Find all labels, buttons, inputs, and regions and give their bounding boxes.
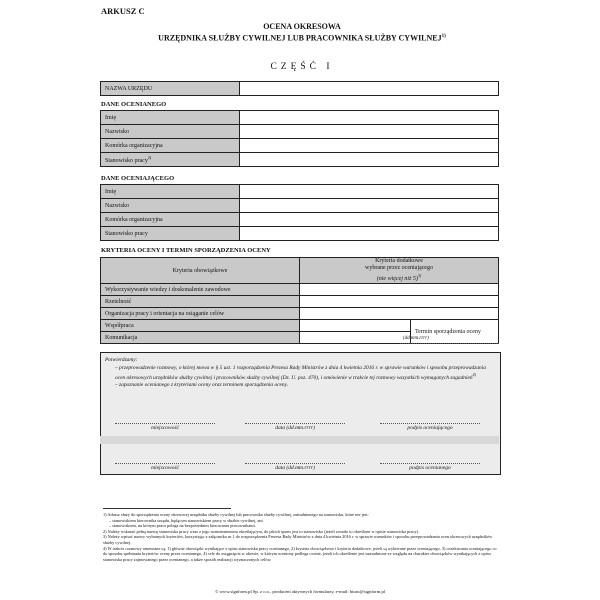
date-line-1[interactable] <box>245 423 345 424</box>
footnote-2: 2) Należy wskazać pełną nazwę stanowiska pracy wraz z jego rozmiernieniem określającym, do jakich spraw jest to stanowisko (jeżeli zostało to określone w opisie stanowiska pracy). <box>103 528 420 534</box>
evaluator-signature-caption: podpis oceniającego <box>407 425 453 431</box>
extra-criterion-field-4[interactable] <box>300 320 411 332</box>
evaluated-unit-label: Komórka organizacyjna <box>101 139 240 153</box>
sheet-label: ARKUSZ C <box>101 6 145 16</box>
evaluator-last-name-label: Nazwisko <box>101 199 240 213</box>
date-caption-2: data (dd.mm.rrrr) <box>275 465 315 471</box>
footnotes <box>103 512 500 562</box>
place-caption-1: miejscowość <box>151 425 179 431</box>
evaluated-last-name-label: Nazwisko <box>101 125 240 139</box>
footnote-rule <box>103 508 231 509</box>
evaluated-signature-caption: podpis ocenianego <box>409 465 451 471</box>
date-caption-1: data (dd.mm.rrrr) <box>275 425 315 431</box>
part-heading: CZĘŚĆ I <box>270 62 334 72</box>
evaluated-table <box>100 110 499 167</box>
evaluator-signature-line[interactable] <box>380 423 480 424</box>
evaluated-unit-field[interactable] <box>240 139 499 153</box>
extra-criteria-header: Kryteria dodatkowe wybrane przez oceniającego (nie więcej niż 5)$^{3)}$ <box>300 258 499 284</box>
evaluator-table <box>100 184 499 241</box>
criterion-row-2: Rzetelność <box>101 296 300 308</box>
position-footnote-ref: 2) <box>147 155 152 160</box>
evaluator-position-label: Stanowisko pracy <box>101 227 240 241</box>
title-footnote-ref: 1) <box>441 34 446 39</box>
evaluated-position-field[interactable] <box>240 153 499 167</box>
criterion-row-1: Wykorzystywanie wiedzy i doskonalenie zawodowe <box>101 284 300 296</box>
title-line-2: URZĘDNIKA SŁUŻBY CYWILNEJ LUB PRACOWNIKA SŁUŻBY CYWILNEJ$^{1)}$ <box>158 33 446 43</box>
term-label: Termin sporządzenia oceny <box>415 328 481 335</box>
mandatory-criteria-header: Kryteria obowiązkowe <box>101 258 300 284</box>
evaluated-first-name-label: Imię <box>101 111 240 125</box>
criterion-row-4: Współpraca <box>101 320 300 332</box>
place-caption-2: miejscowość <box>151 465 179 471</box>
evaluated-last-name-field[interactable] <box>240 125 499 139</box>
evaluated-first-name-field[interactable] <box>240 111 499 125</box>
extra-criterion-field-5[interactable] <box>300 332 411 344</box>
extra-criterion-field-1[interactable] <box>300 284 499 296</box>
place-line-2[interactable] <box>115 463 215 464</box>
confirmation-bullet-2: – zapoznanie ocenianego z kryteriami oceny oraz terminem sporządzenia oceny. <box>115 382 289 389</box>
form-title <box>100 22 504 44</box>
publisher-footer: © www.signform.pl Sp. z o.o., producent aktywnych formularzy, e-mail: biuro@signform.pl <box>214 589 386 594</box>
criteria-table <box>100 257 499 344</box>
confirmation-label: Potwierdzamy: <box>105 357 138 363</box>
office-table <box>100 81 499 96</box>
term-date-field[interactable]: (dd.mm.rrrr) <box>400 334 499 344</box>
title-line-1: OCENA OKRESOWA <box>263 22 341 31</box>
evaluated-signature-line[interactable] <box>380 463 480 464</box>
footnote-1-item-b: – stanowiskiem, na którym praca polega na bezpośrednim kierowaniu pracownikami. <box>109 523 256 529</box>
divider-bar <box>100 436 499 444</box>
evaluator-position-field[interactable] <box>240 227 499 241</box>
criteria-heading: KRYTERIA OCENY I TERMIN SPORZĄDZENIA OCENY <box>101 247 271 254</box>
criterion-row-5: Komunikacja <box>101 332 300 344</box>
extra-criterion-field-3[interactable] <box>300 308 499 320</box>
extra-criterion-field-2[interactable] <box>300 296 499 308</box>
confirmation-box <box>100 352 501 475</box>
evaluator-unit-field[interactable] <box>240 213 499 227</box>
confirmation-bullet-1: – przeprowadzenie rozmowy, o której mowa w § 5 ust. 1 rozporządzenia Prezesa Rady Ministrów z dnia 4 kwietnia 2016 r. w sprawie warunków i sposobu przeprowadzania ocen okresowych urzędników służby cywilnej i pracowników służby cywilnej (Dz. U. poz. 470), i omówienie w trakcie tej rozmowy wszystkich wymaganych zagadnień$^{4)}$ <box>115 364 486 381</box>
criterion-row-3: Organizacja pracy i orientacja na osiąganie celów <box>101 308 300 320</box>
evaluator-last-name-field[interactable] <box>240 199 499 213</box>
evaluator-first-name-field[interactable] <box>240 185 499 199</box>
footnote-1: 1) Arkusz służy do sporządzenia oceny okresowej urzędnika służby cywilnej lub pracownika służby cywilnej, zatrudnionego na stanowisku, które nie jest: <box>103 512 369 517</box>
footnote-4: 4) W trakcie rozmowy omawiane są: 1) główne obowiązki wynikające z opisu stanowiska pracy ocenianego, 2) kryteria obowiązkowe i kryteria dodatkowe, jeżeli są wybierane przez oceniającego, 3) oczekiwania oceniającego co do sposobu spełniania kryteriów oceny przez ocenianego, 4) cele do osiągnięcia w okresie, w którym oceniony podlega ocenie, jeżeli ich określenie jest uzasadnione ze względu na charakter obowiązków wynikających z opisu stanowiska pracy zajmowanego przez ocenianego, a także sposób realizacji wyznaczonych celów. <box>103 545 497 562</box>
evaluator-first-name-label: Imię <box>101 185 240 199</box>
date-line-2[interactable] <box>245 463 345 464</box>
office-name-field[interactable] <box>240 82 499 96</box>
office-name-label: NAZWA URZĘDU <box>101 82 240 96</box>
place-line-1[interactable] <box>115 423 215 424</box>
evaluator-unit-label: Komórka organizacyjna <box>101 213 240 227</box>
evaluated-position-label: Stanowisko pracy$^{2)}$ <box>101 153 240 167</box>
footnote-3: 3) Należy wpisać nazwy wybranych kryteriów, korzystając z załącznika nr 1 do rozporządzenia Prezesa Rady Ministrów z dnia 4 kwietnia 2016 r. w sprawie warunków i sposobu przeprowadzania ocen okresowych urzędników służby cywilnej. <box>103 534 493 545</box>
footnote-1-item-a: – stanowiskiem kierownika urzędu, będącym stanowiskiem pracy w służbie cywilnej, ani <box>109 517 263 523</box>
evaluator-heading: DANE OCENIAJĄCEGO <box>101 175 175 182</box>
evaluated-heading: DANE OCENIANEGO <box>101 101 167 108</box>
